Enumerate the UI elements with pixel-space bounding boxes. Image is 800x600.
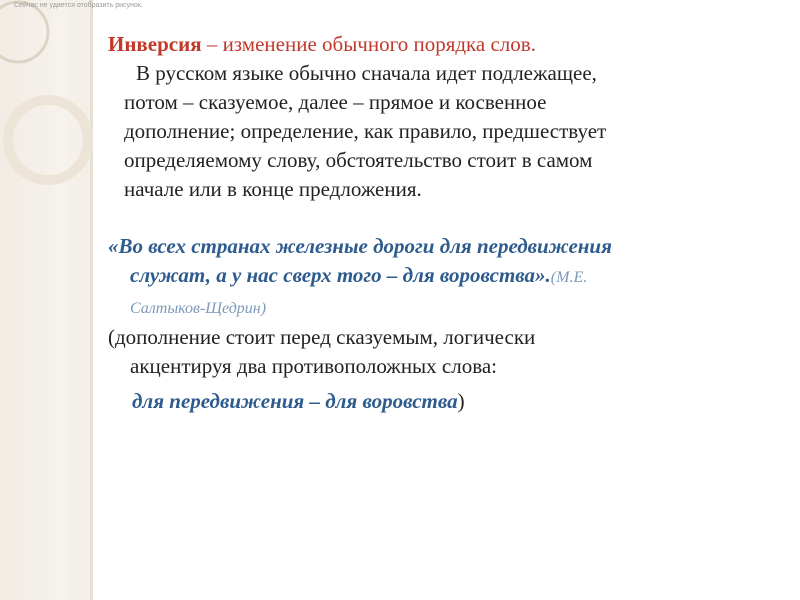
slide-content [108, 30, 768, 416]
note-line-1: (дополнение стоит перед сказуемым, логически [108, 325, 536, 349]
definition-text: – изменение обычного порядка слов. [201, 32, 536, 56]
image-placeholder-note: Сейчас не удается отобразить рисунок. [14, 2, 143, 9]
term: Инверсия [108, 32, 202, 56]
note-closing: ) [457, 389, 465, 413]
quote-text: служат, а у нас сверх того – для воровства». [130, 263, 551, 287]
quote-line-1 [108, 232, 768, 261]
paragraph-line: В русском языке обычно сначала идет подлежащее, [136, 61, 597, 85]
paragraph-line: потом – сказуемое, далее – прямое и косвенное [124, 90, 547, 114]
note-line-3 [108, 387, 768, 416]
decorative-rings [0, 0, 120, 220]
quote-author-name: Салтыков-Щедрин) [130, 300, 267, 317]
quote-author: (М.Е. [550, 269, 588, 286]
quote-line-2 [108, 261, 768, 292]
large-ring [8, 100, 88, 180]
quote-text: «Во всех странах железные дороги для передвижения [108, 234, 612, 258]
paragraph-line: дополнение; определение, как правило, предшествует [124, 119, 607, 143]
quote-author-line [108, 292, 768, 323]
paragraph-line: начале или в конце предложения. [124, 177, 422, 201]
note-highlight: для передвижения – для воровства [132, 389, 458, 413]
paragraph-line: определяемому слову, обстоятельство стоит в самом [124, 148, 593, 172]
definition-line [108, 30, 768, 59]
small-ring [0, 2, 48, 62]
spacer [108, 204, 768, 232]
note-line-2: акцентируя два противоположных слова: [130, 354, 498, 378]
